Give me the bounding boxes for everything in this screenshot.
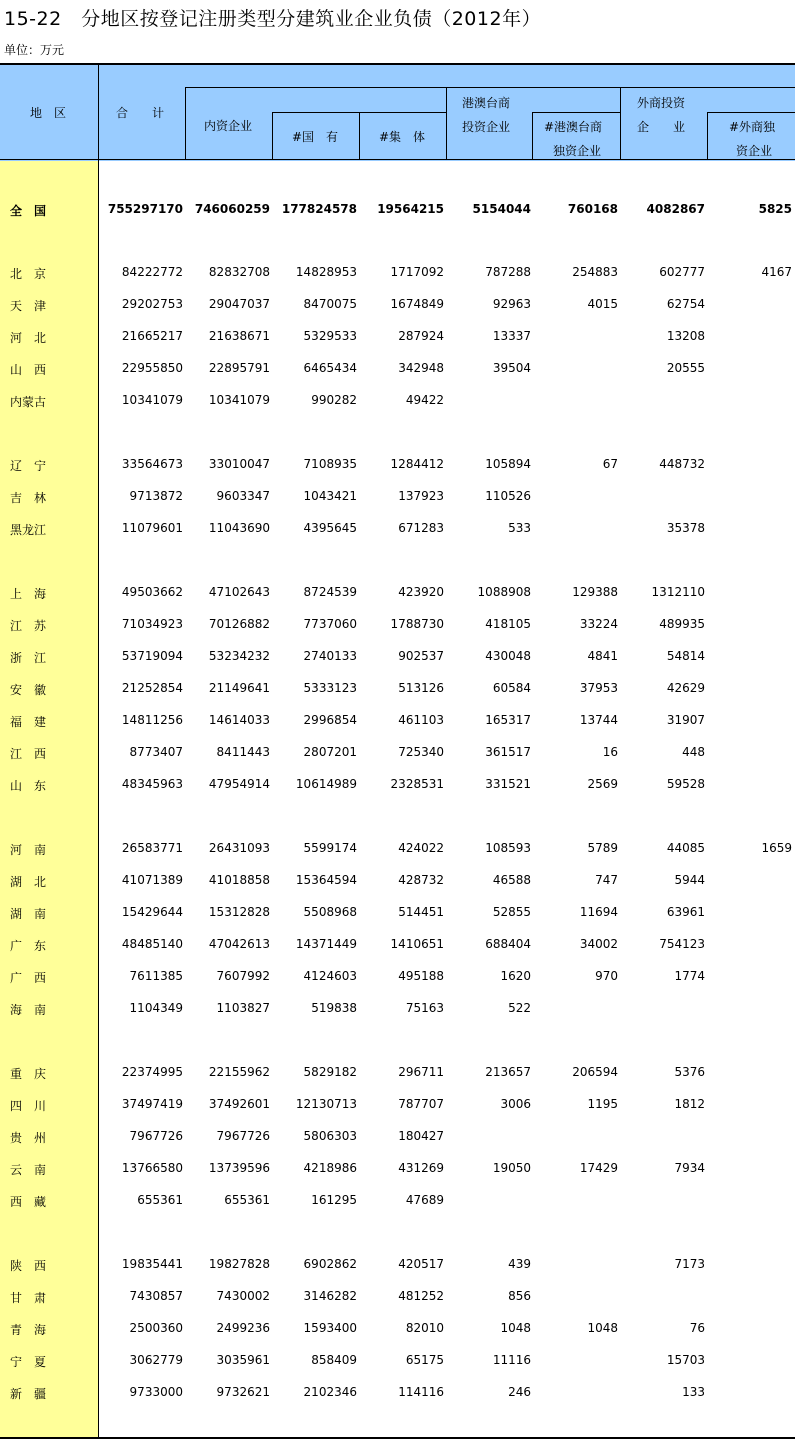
cell-foreign-sole: 5825	[758, 202, 792, 216]
cell-collective: 423920	[398, 585, 444, 599]
cell-state: 5333123	[303, 681, 357, 695]
row-region-label: 海 南	[10, 1003, 47, 1017]
cell-hmt: 856	[508, 1289, 531, 1303]
cell-foreign: 62754	[666, 297, 705, 311]
cell-state: 161295	[311, 1193, 357, 1207]
cell-foreign: 31907	[666, 713, 705, 727]
cell-domestic: 26431093	[208, 841, 270, 855]
cell-hmt: 787288	[485, 265, 531, 279]
cell-collective: 75163	[405, 1001, 444, 1015]
cell-state: 858409	[311, 1353, 357, 1367]
cell-hmt-sole: 747	[595, 873, 618, 887]
cell-domestic: 9603347	[216, 489, 270, 503]
cell-state: 5508968	[303, 905, 357, 919]
cell-foreign: 59528	[666, 777, 705, 791]
cell-collective: 47689	[405, 1193, 444, 1207]
cell-domestic: 3035961	[216, 1353, 270, 1367]
cell-hmt: 1088908	[477, 585, 531, 599]
header-hmt-line1: 港澳台商	[462, 96, 511, 110]
cell-foreign: 54814	[666, 649, 705, 663]
header-bottom-border	[0, 159, 795, 160]
cell-collective: 180427	[398, 1129, 444, 1143]
cell-state: 2996854	[303, 713, 357, 727]
cell-foreign: 133	[682, 1385, 705, 1399]
cell-state: 4395645	[303, 521, 357, 535]
cell-domestic: 22895791	[208, 361, 270, 375]
cell-domestic: 33010047	[208, 457, 270, 471]
cell-state: 3146282	[303, 1289, 357, 1303]
cell-collective: 787707	[398, 1097, 444, 1111]
row-region-label: 江 苏	[10, 619, 47, 633]
cell-hmt: 439	[508, 1257, 531, 1271]
row-region-label: 新 疆	[10, 1387, 47, 1401]
cell-foreign: 5376	[674, 1065, 705, 1079]
cell-hmt-sole: 760168	[567, 202, 618, 216]
cell-foreign: 20555	[666, 361, 705, 375]
cell-domestic: 10341079	[208, 393, 270, 407]
row-region-label: 湖 南	[10, 907, 47, 921]
cell-state: 10614989	[295, 777, 357, 791]
page-title: 15-22 分地区按登记注册类型分建筑业企业负债（2012年）	[4, 8, 542, 30]
cell-hmt: 522	[508, 1001, 531, 1015]
row-region-label: 四 川	[10, 1099, 47, 1113]
cell-hmt: 60584	[492, 681, 531, 695]
cell-hmt-sole: 67	[602, 457, 618, 471]
row-region-label: 湖 北	[10, 875, 47, 889]
header-subdivider-foreign	[707, 112, 795, 113]
table-top-border	[0, 63, 795, 65]
cell-state: 7108935	[303, 457, 357, 471]
cell-domestic: 47102643	[208, 585, 270, 599]
col-divider-foreign	[707, 112, 708, 160]
row-region-label: 山 西	[10, 363, 47, 377]
cell-hmt-sole: 34002	[579, 937, 618, 951]
cell-domestic: 70126882	[208, 617, 270, 631]
cell-collective: 481252	[398, 1289, 444, 1303]
row-region-label: 江 西	[10, 747, 47, 761]
header-top-subline	[185, 87, 795, 88]
cell-collective: 431269	[398, 1161, 444, 1175]
cell-domestic: 11043690	[208, 521, 270, 535]
row-region-label: 云 南	[10, 1163, 47, 1177]
cell-foreign: 13208	[666, 329, 705, 343]
cell-total: 755297170	[107, 202, 183, 216]
row-region-label: 全 国	[10, 204, 47, 218]
cell-state: 7737060	[303, 617, 357, 631]
cell-collective: 424022	[398, 841, 444, 855]
cell-foreign-sole: 1659	[761, 841, 792, 855]
cell-state: 8724539	[303, 585, 357, 599]
cell-total: 26583771	[121, 841, 183, 855]
cell-hmt-sole: 5789	[587, 841, 618, 855]
cell-domestic: 47042613	[208, 937, 270, 951]
header-region: 地 区	[30, 106, 67, 120]
cell-collective: 19564215	[377, 202, 444, 216]
cell-hmt-sole: 129388	[572, 585, 618, 599]
cell-total: 53719094	[121, 649, 183, 663]
cell-total: 13766580	[121, 1161, 183, 1175]
cell-foreign: 448	[682, 745, 705, 759]
row-region-label: 福 建	[10, 715, 47, 729]
cell-hmt-sole: 1048	[587, 1321, 618, 1335]
header-subdivider-hmt	[532, 112, 621, 113]
cell-domestic: 37492601	[208, 1097, 270, 1111]
row-region-label: 贵 州	[10, 1131, 47, 1145]
cell-total: 15429644	[121, 905, 183, 919]
cell-hmt: 165317	[485, 713, 531, 727]
cell-domestic: 53234232	[208, 649, 270, 663]
cell-collective: 1788730	[390, 617, 444, 631]
cell-hmt-sole: 4841	[587, 649, 618, 663]
cell-hmt-sole: 4015	[587, 297, 618, 311]
cell-total: 41071389	[121, 873, 183, 887]
cell-domestic: 21149641	[208, 681, 270, 695]
cell-collective: 342948	[398, 361, 444, 375]
cell-foreign: 489935	[659, 617, 705, 631]
cell-hmt: 1620	[500, 969, 531, 983]
cell-collective: 461103	[398, 713, 444, 727]
cell-total: 7611385	[129, 969, 183, 983]
header-hmt-sole-line2: 独资企业	[553, 144, 602, 158]
cell-state: 15364594	[295, 873, 357, 887]
header-hmt-sole-line1: #港澳台商	[544, 120, 603, 134]
cell-collective: 1284412	[390, 457, 444, 471]
cell-state: 14371449	[295, 937, 357, 951]
cell-hmt: 246	[508, 1385, 531, 1399]
cell-state: 4218986	[303, 1161, 357, 1175]
cell-hmt: 533	[508, 521, 531, 535]
cell-total: 8773407	[129, 745, 183, 759]
cell-hmt: 108593	[485, 841, 531, 855]
cell-hmt: 46588	[492, 873, 531, 887]
cell-total: 22374995	[121, 1065, 183, 1079]
header-collective: #集 体	[379, 130, 426, 144]
cell-state: 2807201	[303, 745, 357, 759]
cell-total: 21252854	[121, 681, 183, 695]
cell-state: 5806303	[303, 1129, 357, 1143]
cell-total: 10341079	[121, 393, 183, 407]
cell-collective: 2328531	[390, 777, 444, 791]
cell-state: 6902862	[303, 1257, 357, 1271]
cell-hmt: 688404	[485, 937, 531, 951]
cell-total: 11079601	[121, 521, 183, 535]
row-region-label: 重 庆	[10, 1067, 47, 1081]
cell-total: 2500360	[129, 1321, 183, 1335]
row-region-label: 浙 江	[10, 651, 47, 665]
cell-total: 49503662	[121, 585, 183, 599]
cell-state: 5829182	[303, 1065, 357, 1079]
cell-state: 990282	[311, 393, 357, 407]
cell-collective: 495188	[398, 969, 444, 983]
cell-hmt: 105894	[485, 457, 531, 471]
row-region-label: 青 海	[10, 1323, 47, 1337]
cell-foreign: 44085	[666, 841, 705, 855]
cell-total: 71034923	[121, 617, 183, 631]
cell-total: 21665217	[121, 329, 183, 343]
cell-state: 1593400	[303, 1321, 357, 1335]
cell-domestic: 2499236	[216, 1321, 270, 1335]
cell-foreign: 448732	[659, 457, 705, 471]
cell-total: 29202753	[121, 297, 183, 311]
cell-hmt: 92963	[492, 297, 531, 311]
cell-foreign: 7173	[674, 1257, 705, 1271]
cell-total: 22955850	[121, 361, 183, 375]
row-region-label: 广 西	[10, 971, 47, 985]
row-region-label: 河 北	[10, 331, 47, 345]
cell-domestic: 655361	[224, 1193, 270, 1207]
row-region-label: 甘 肃	[10, 1291, 47, 1305]
cell-hmt: 110526	[485, 489, 531, 503]
cell-hmt: 418105	[485, 617, 531, 631]
cell-hmt: 5154044	[472, 202, 531, 216]
cell-collective: 49422	[405, 393, 444, 407]
cell-collective: 65175	[405, 1353, 444, 1367]
cell-domestic: 21638671	[208, 329, 270, 343]
cell-domestic: 7607992	[216, 969, 270, 983]
cell-hmt: 1048	[500, 1321, 531, 1335]
cell-state: 4124603	[303, 969, 357, 983]
cell-foreign: 63961	[666, 905, 705, 919]
cell-foreign: 1312110	[651, 585, 705, 599]
cell-state: 14828953	[295, 265, 357, 279]
header-state-owned: #国 有	[292, 130, 339, 144]
header-foreign-sole-line1: #外商独	[729, 120, 776, 134]
cell-collective: 420517	[398, 1257, 444, 1271]
cell-hmt-sole: 970	[595, 969, 618, 983]
cell-total: 14811256	[121, 713, 183, 727]
cell-hmt-sole: 11694	[579, 905, 618, 919]
cell-total: 1104349	[129, 1001, 183, 1015]
cell-total: 7430857	[129, 1289, 183, 1303]
cell-collective: 296711	[398, 1065, 444, 1079]
cell-hmt-sole: 2569	[587, 777, 618, 791]
cell-foreign: 754123	[659, 937, 705, 951]
cell-collective: 902537	[398, 649, 444, 663]
cell-hmt: 213657	[485, 1065, 531, 1079]
cell-total: 33564673	[121, 457, 183, 471]
cell-collective: 114116	[398, 1385, 444, 1399]
row-region-label: 吉 林	[10, 491, 47, 505]
cell-domestic: 82832708	[208, 265, 270, 279]
row-region-label: 山 东	[10, 779, 47, 793]
col-divider-domestic	[272, 112, 273, 160]
cell-total: 19835441	[121, 1257, 183, 1271]
cell-hmt: 13337	[492, 329, 531, 343]
cell-domestic: 14614033	[208, 713, 270, 727]
header-total: 合 计	[116, 106, 165, 120]
cell-total: 37497419	[121, 1097, 183, 1111]
cell-domestic: 47954914	[208, 777, 270, 791]
col-divider-total	[185, 87, 186, 160]
row-region-label: 安 徽	[10, 683, 47, 697]
cell-total: 84222772	[121, 265, 183, 279]
cell-state: 177824578	[281, 202, 357, 216]
unit-label: 单位：万元	[4, 43, 65, 57]
cell-domestic: 41018858	[208, 873, 270, 887]
row-region-label: 陕 西	[10, 1259, 47, 1273]
cell-hmt: 3006	[500, 1097, 531, 1111]
cell-total: 7967726	[129, 1129, 183, 1143]
cell-collective: 513126	[398, 681, 444, 695]
cell-foreign: 76	[689, 1321, 705, 1335]
cell-state: 12130713	[295, 1097, 357, 1111]
cell-total: 48345963	[121, 777, 183, 791]
cell-collective: 725340	[398, 745, 444, 759]
row-region-label: 内蒙古	[10, 395, 47, 409]
cell-total: 48485140	[121, 937, 183, 951]
cell-foreign: 602777	[659, 265, 705, 279]
cell-domestic: 29047037	[208, 297, 270, 311]
cell-hmt: 430048	[485, 649, 531, 663]
row-region-label: 黑龙江	[10, 523, 47, 537]
header-hmt-line2: 投资企业	[462, 120, 511, 134]
region-column-background	[0, 161, 99, 1439]
cell-state: 1043421	[303, 489, 357, 503]
cell-hmt: 52855	[492, 905, 531, 919]
cell-foreign: 4082867	[646, 202, 705, 216]
cell-foreign: 42629	[666, 681, 705, 695]
cell-foreign-sole: 4167	[761, 265, 792, 279]
cell-total: 9733000	[129, 1385, 183, 1399]
row-region-label: 西 藏	[10, 1195, 47, 1209]
row-region-label: 广 东	[10, 939, 47, 953]
cell-foreign: 7934	[674, 1161, 705, 1175]
cell-domestic: 13739596	[208, 1161, 270, 1175]
col-divider-collective	[446, 87, 447, 160]
row-region-label: 上 海	[10, 587, 47, 601]
row-region-label: 辽 宁	[10, 459, 47, 473]
header-domestic: 内资企业	[204, 119, 253, 133]
cell-collective: 137923	[398, 489, 444, 503]
cell-hmt-sole: 254883	[572, 265, 618, 279]
cell-domestic: 1103827	[216, 1001, 270, 1015]
cell-collective: 1717092	[390, 265, 444, 279]
table-bottom-border	[0, 1437, 795, 1439]
cell-total: 3062779	[129, 1353, 183, 1367]
cell-domestic: 22155962	[208, 1065, 270, 1079]
cell-collective: 514451	[398, 905, 444, 919]
cell-foreign: 1812	[674, 1097, 705, 1111]
cell-collective: 428732	[398, 873, 444, 887]
cell-collective: 671283	[398, 521, 444, 535]
cell-total: 9713872	[129, 489, 183, 503]
cell-foreign: 5944	[674, 873, 705, 887]
cell-domestic: 8411443	[216, 745, 270, 759]
cell-hmt-sole: 16	[602, 745, 618, 759]
cell-collective: 82010	[405, 1321, 444, 1335]
row-region-label: 河 南	[10, 843, 47, 857]
cell-domestic: 15312828	[208, 905, 270, 919]
col-divider-state	[359, 112, 360, 160]
cell-foreign: 1774	[674, 969, 705, 983]
cell-hmt-sole: 33224	[579, 617, 618, 631]
cell-total: 655361	[137, 1193, 183, 1207]
cell-hmt: 39504	[492, 361, 531, 375]
cell-state: 5599174	[303, 841, 357, 855]
cell-hmt: 361517	[485, 745, 531, 759]
cell-state: 5329533	[303, 329, 357, 343]
cell-foreign: 15703	[666, 1353, 705, 1367]
cell-hmt-sole: 13744	[579, 713, 618, 727]
row-region-label: 宁 夏	[10, 1355, 47, 1369]
row-region-label: 北 京	[10, 267, 47, 281]
cell-state: 8470075	[303, 297, 357, 311]
cell-foreign: 35378	[666, 521, 705, 535]
cell-collective: 1674849	[390, 297, 444, 311]
header-foreign-line1: 外商投资	[637, 96, 686, 110]
col-divider-hmt-sole	[620, 87, 621, 160]
cell-domestic: 7430002	[216, 1289, 270, 1303]
cell-hmt-sole: 37953	[579, 681, 618, 695]
header-foreign-sole-line2: 资企业	[736, 144, 773, 158]
cell-domestic: 746060259	[194, 202, 270, 216]
cell-domestic: 19827828	[208, 1257, 270, 1271]
cell-state: 519838	[311, 1001, 357, 1015]
cell-collective: 287924	[398, 329, 444, 343]
col-divider-hmt	[532, 112, 533, 160]
cell-state: 6465434	[303, 361, 357, 375]
cell-hmt-sole: 17429	[579, 1161, 618, 1175]
cell-hmt: 331521	[485, 777, 531, 791]
cell-state: 2740133	[303, 649, 357, 663]
cell-hmt: 11116	[492, 1353, 531, 1367]
cell-state: 2102346	[303, 1385, 357, 1399]
cell-hmt-sole: 1195	[587, 1097, 618, 1111]
row-region-label: 天 津	[10, 299, 47, 313]
header-foreign-line2: 企 业	[637, 120, 686, 134]
cell-hmt: 19050	[492, 1161, 531, 1175]
cell-collective: 1410651	[390, 937, 444, 951]
cell-domestic: 9732621	[216, 1385, 270, 1399]
cell-hmt-sole: 206594	[572, 1065, 618, 1079]
cell-domestic: 7967726	[216, 1129, 270, 1143]
